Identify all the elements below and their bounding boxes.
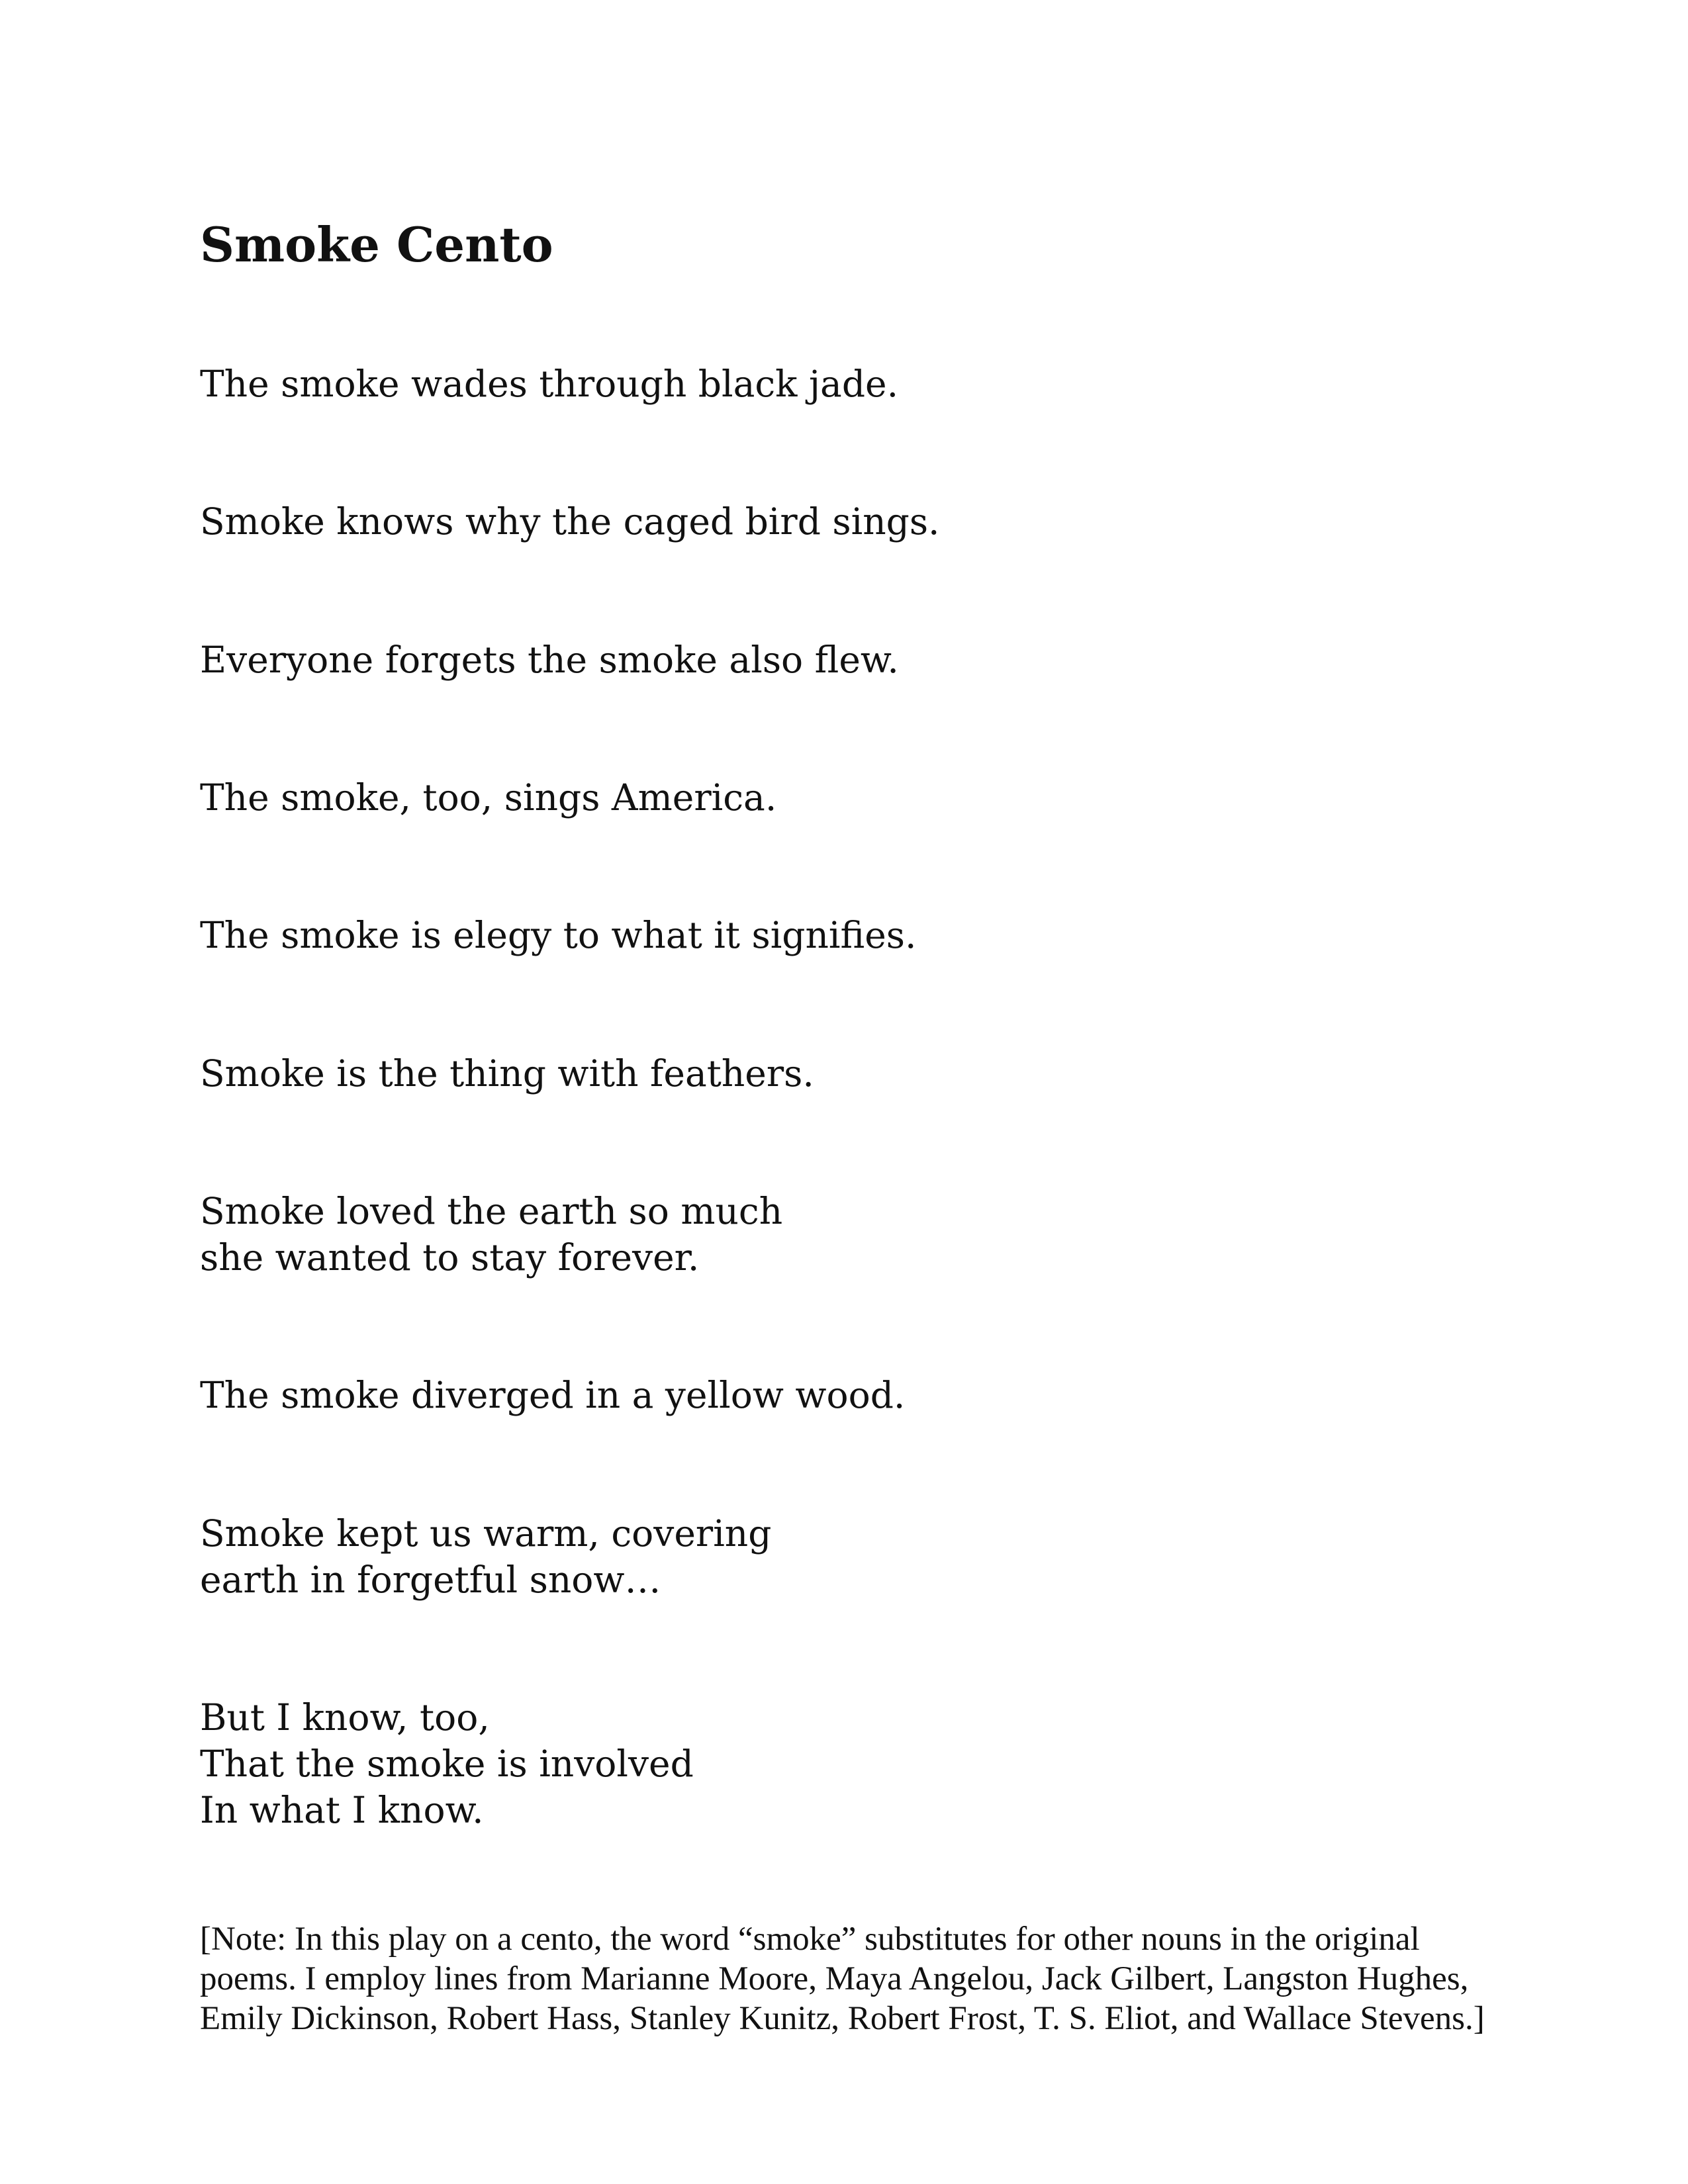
note-line: poems. I employ lines from Marianne Moore, Maya Angelou, Jack Gilbert, Langston Hughes, [200,1960,1469,1997]
stanza-4 [200,774,776,821]
poem-title: Smoke Cento [200,216,553,273]
stanza-10 [200,1694,694,1833]
poem-line: The smoke is elegy to what it signifies. [200,914,917,956]
poem-line: Smoke kept us warm, covering [200,1512,772,1555]
note-line: [Note: In this play on a cento, the word “smoke” substitutes for other nouns in the original [200,1921,1420,1958]
stanza-7 [200,1188,782,1281]
stanza-3 [200,637,899,683]
stanza-2 [200,498,940,545]
stanza-6 [200,1050,814,1097]
poem-line: The smoke diverged in a yellow wood. [200,1374,906,1416]
poem-line: That the smoke is involved [200,1743,694,1785]
stanza-5 [200,912,916,958]
poem-line: But I know, too, [200,1696,490,1739]
poem-line: Smoke is the thing with feathers. [200,1052,814,1095]
author-note [200,1919,1623,2038]
poem-line: In what I know. [200,1789,484,1831]
poem-line: The smoke, too, sings America. [200,776,777,819]
poem-line: earth in forgetful snow… [200,1559,661,1601]
stanza-8 [200,1372,905,1418]
poem-line: Everyone forgets the smoke also flew. [200,639,899,681]
poem-line: The smoke wades through black jade. [200,363,899,405]
stanza-1 [200,361,898,407]
stanza-9 [200,1510,771,1603]
poem-line: Smoke knows why the caged bird sings. [200,500,940,543]
note-line: Emily Dickinson, Robert Hass, Stanley Kunitz, Robert Frost, T. S. Eliot, and Wallace Stevens.] [200,2000,1485,2037]
poem-line: Smoke loved the earth so much [200,1190,783,1232]
poem-line: she wanted to stay forever. [200,1236,700,1279]
